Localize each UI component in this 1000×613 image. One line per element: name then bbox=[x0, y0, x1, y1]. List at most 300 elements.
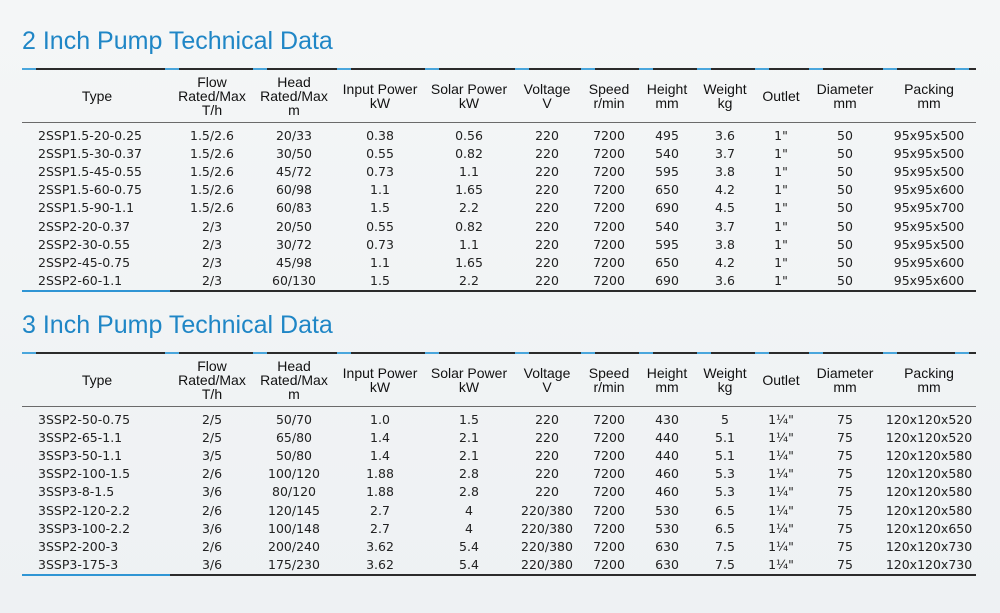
table-cell: 690 bbox=[655, 273, 679, 289]
table-cell: 50/80 bbox=[275, 447, 313, 463]
table-cell: 50 bbox=[837, 218, 853, 234]
table-cell: 6.5 bbox=[715, 520, 735, 536]
table-cell: 2/5 bbox=[201, 411, 223, 427]
table-cell: 95x95x700 bbox=[893, 200, 965, 216]
table-cell: 7200 bbox=[593, 218, 625, 234]
table-cell: 495 bbox=[655, 127, 679, 143]
table-cell: 7200 bbox=[593, 484, 625, 500]
rule-tick bbox=[337, 352, 351, 354]
table-cell: 100/148 bbox=[268, 520, 320, 536]
column-header bbox=[22, 354, 172, 407]
table-cell: 30/50 bbox=[275, 145, 313, 161]
column-header bbox=[882, 354, 976, 407]
table-cell: 5.1 bbox=[715, 429, 735, 445]
table-cell: 1" bbox=[774, 163, 788, 179]
rule-tick bbox=[639, 352, 653, 354]
table-cell: 220 bbox=[535, 273, 559, 289]
table-cell: 1" bbox=[774, 273, 788, 289]
column-header-line: r/min bbox=[593, 95, 625, 111]
table-cell: 3.6 bbox=[715, 273, 735, 289]
table-cell: 7200 bbox=[593, 200, 625, 216]
table-cell: 540 bbox=[655, 218, 679, 234]
table-cell: 0.55 bbox=[366, 145, 394, 161]
column-header-line: Solar Power bbox=[430, 365, 508, 381]
table-cell: 0.82 bbox=[455, 145, 483, 161]
table-cell: 75 bbox=[837, 411, 853, 427]
table-cell: 220 bbox=[535, 182, 559, 198]
column-header-line: Outlet bbox=[762, 88, 800, 104]
table-body bbox=[22, 407, 976, 574]
table-cell: 1.4 bbox=[370, 429, 390, 445]
column-header-line: Input Power bbox=[342, 81, 418, 97]
table-cell: 20/33 bbox=[275, 127, 313, 143]
rule-tick bbox=[639, 68, 653, 70]
table-cell: 220 bbox=[535, 127, 559, 143]
table-cell: 220/380 bbox=[521, 538, 573, 554]
table-cell: 2/3 bbox=[201, 218, 223, 234]
table-cell: 7200 bbox=[593, 466, 625, 482]
rule-tick bbox=[165, 68, 179, 70]
table-cell: 5.1 bbox=[715, 447, 735, 463]
table-cell: 7200 bbox=[593, 236, 625, 252]
table-cell: 1" bbox=[774, 236, 788, 252]
table-row bbox=[22, 465, 976, 483]
column-header-line: mm bbox=[917, 95, 941, 111]
column-header-line: mm bbox=[917, 379, 941, 395]
column-header bbox=[696, 70, 754, 123]
table-cell: 1.5 bbox=[370, 273, 390, 289]
table-cell: 80/120 bbox=[272, 484, 316, 500]
table-cell: 75 bbox=[837, 538, 853, 554]
table-cell: 50 bbox=[837, 163, 853, 179]
table-cell: 220/380 bbox=[521, 557, 573, 573]
column-header-line: T/h bbox=[201, 386, 223, 402]
table-cell: 1.5/2.6 bbox=[190, 145, 234, 161]
table-cell: 2.1 bbox=[459, 447, 479, 463]
table-cell: 1.0 bbox=[370, 411, 390, 427]
table-cell: 4.2 bbox=[715, 254, 735, 270]
column-header-line: mm bbox=[833, 95, 857, 111]
table-cell: 30/72 bbox=[275, 236, 313, 252]
table-row bbox=[22, 537, 976, 555]
table-cell: 95x95x500 bbox=[893, 127, 965, 143]
column-header-line: Flow bbox=[197, 358, 227, 374]
column-header bbox=[754, 70, 808, 123]
table-cell: 2SSP2-45-0.75 bbox=[38, 254, 131, 270]
rule-tick bbox=[425, 352, 439, 354]
table-cell: 220 bbox=[535, 466, 559, 482]
table-row bbox=[22, 407, 976, 429]
table-cell: 7200 bbox=[593, 254, 625, 270]
rule-tick bbox=[755, 352, 769, 354]
table-cell: 3.8 bbox=[715, 163, 735, 179]
table-cell: 1.88 bbox=[366, 484, 394, 500]
table-cell: 95x95x500 bbox=[893, 163, 965, 179]
column-header-line: mm bbox=[655, 95, 679, 111]
column-header-line: Head bbox=[277, 74, 311, 90]
table-cell: 7200 bbox=[593, 182, 625, 198]
table-cell: 3SSP3-175-3 bbox=[38, 557, 119, 573]
table-row bbox=[22, 123, 976, 145]
table-cell: 1.65 bbox=[455, 254, 483, 270]
table-cell: 2SSP2-20-0.37 bbox=[38, 218, 131, 234]
table-cell: 220 bbox=[535, 218, 559, 234]
table-cell: 95x95x500 bbox=[893, 236, 965, 252]
table-cell: 595 bbox=[655, 236, 679, 252]
table-cell: 2.1 bbox=[459, 429, 479, 445]
table-row bbox=[22, 199, 976, 217]
table-cell: 120x120x580 bbox=[885, 466, 973, 482]
table-cell: 7.5 bbox=[715, 538, 735, 554]
header-row bbox=[22, 70, 976, 123]
table-cell: 50 bbox=[837, 273, 853, 289]
table-cell: 2.7 bbox=[370, 520, 390, 536]
column-header bbox=[22, 70, 172, 123]
column-header-line: Flow bbox=[197, 74, 227, 90]
table-cell: 7200 bbox=[593, 429, 625, 445]
table-row bbox=[22, 428, 976, 446]
table-cell: 1" bbox=[774, 218, 788, 234]
column-header bbox=[252, 354, 336, 407]
rule-tick bbox=[22, 352, 36, 354]
table-cell: 20/50 bbox=[275, 218, 313, 234]
column-header-line: Input Power bbox=[342, 365, 418, 381]
column-header-line: Diameter bbox=[816, 81, 874, 97]
column-header bbox=[882, 70, 976, 123]
column-header bbox=[580, 354, 638, 407]
rule-tick bbox=[755, 68, 769, 70]
table-cell: 120/145 bbox=[268, 502, 320, 518]
table-cell: 4.2 bbox=[715, 182, 735, 198]
table-cell: 220 bbox=[535, 484, 559, 500]
table-row bbox=[22, 446, 976, 464]
table-cell: 1" bbox=[774, 200, 788, 216]
column-header bbox=[336, 70, 424, 123]
three-inch-title: 3 Inch Pump Technical Data bbox=[22, 311, 333, 339]
table-cell: 75 bbox=[837, 429, 853, 445]
table-cell: 0.38 bbox=[366, 127, 394, 143]
table-cell: 120x120x580 bbox=[885, 484, 973, 500]
column-header-line: Packing bbox=[904, 81, 954, 97]
column-header-line: mm bbox=[833, 379, 857, 395]
table-cell: 1¼" bbox=[768, 538, 794, 554]
table-cell: 7200 bbox=[593, 520, 625, 536]
table-cell: 595 bbox=[655, 163, 679, 179]
column-header-line: Type bbox=[81, 88, 113, 104]
table-cell: 440 bbox=[655, 447, 679, 463]
table-cell: 1¼" bbox=[768, 447, 794, 463]
column-header-line: Height bbox=[646, 81, 688, 97]
table-cell: 0.73 bbox=[366, 163, 394, 179]
table-cell: 50/70 bbox=[275, 411, 313, 427]
table-cell: 3SSP3-100-2.2 bbox=[38, 520, 131, 536]
table-cell: 1" bbox=[774, 254, 788, 270]
column-header-line: V bbox=[542, 379, 552, 395]
table-cell: 220 bbox=[535, 200, 559, 216]
column-header bbox=[808, 70, 882, 123]
two-inch-section bbox=[22, 24, 976, 292]
column-header-line: mm bbox=[655, 379, 679, 395]
table-cell: 95x95x500 bbox=[893, 145, 965, 161]
table-cell: 95x95x500 bbox=[893, 218, 965, 234]
accent-bar bbox=[22, 290, 170, 292]
bottom-rule bbox=[22, 574, 976, 576]
table-cell: 7200 bbox=[593, 145, 625, 161]
table-cell: 75 bbox=[837, 557, 853, 573]
column-header bbox=[580, 70, 638, 123]
table-cell: 1" bbox=[774, 127, 788, 143]
table-cell: 1.65 bbox=[455, 182, 483, 198]
table-cell: 0.73 bbox=[366, 236, 394, 252]
table-cell: 1¼" bbox=[768, 429, 794, 445]
table-cell: 120x120x730 bbox=[885, 557, 973, 573]
table-cell: 6.5 bbox=[715, 502, 735, 518]
table-cell: 95x95x600 bbox=[893, 254, 965, 270]
column-header-line: Packing bbox=[904, 365, 954, 381]
table-cell: 2/3 bbox=[201, 273, 223, 289]
table-cell: 1¼" bbox=[768, 484, 794, 500]
rule-tick bbox=[253, 68, 267, 70]
table-cell: 3/5 bbox=[201, 447, 223, 463]
rule-tick bbox=[165, 352, 179, 354]
table-cell: 3.62 bbox=[366, 538, 394, 554]
table-cell: 1.1 bbox=[459, 163, 479, 179]
table-cell: 220 bbox=[535, 429, 559, 445]
table-cell: 4 bbox=[465, 520, 473, 536]
table-cell: 7200 bbox=[593, 163, 625, 179]
column-header bbox=[696, 354, 754, 407]
table-row bbox=[22, 253, 976, 271]
table-cell: 690 bbox=[655, 200, 679, 216]
table-cell: 1.5/2.6 bbox=[190, 163, 234, 179]
table-cell: 2SSP1.5-20-0.25 bbox=[38, 127, 142, 143]
table-cell: 7.5 bbox=[715, 557, 735, 573]
table-cell: 220 bbox=[535, 447, 559, 463]
table-cell: 630 bbox=[655, 557, 679, 573]
three-inch-table bbox=[22, 354, 976, 574]
rule-tick bbox=[337, 68, 351, 70]
table-cell: 120x120x580 bbox=[885, 447, 973, 463]
table-body bbox=[22, 123, 976, 290]
column-header-line: m bbox=[288, 102, 300, 118]
rule-tick bbox=[253, 352, 267, 354]
table-cell: 75 bbox=[837, 447, 853, 463]
table-cell: 4 bbox=[465, 502, 473, 518]
top-rule bbox=[22, 68, 976, 70]
column-header-line: r/min bbox=[593, 379, 625, 395]
column-header bbox=[424, 354, 514, 407]
table-cell: 220 bbox=[535, 236, 559, 252]
rule-tick bbox=[955, 68, 969, 70]
table-cell: 120x120x650 bbox=[885, 520, 973, 536]
table-cell: 65/80 bbox=[275, 429, 313, 445]
table-cell: 2SSP2-60-1.1 bbox=[38, 273, 123, 289]
column-header-line: Type bbox=[81, 372, 113, 388]
table-cell: 1" bbox=[774, 145, 788, 161]
table-cell: 2.2 bbox=[459, 200, 479, 216]
column-header bbox=[514, 354, 580, 407]
table-cell: 7200 bbox=[593, 411, 625, 427]
table-cell: 220/380 bbox=[521, 520, 573, 536]
table-cell: 3SSP2-200-3 bbox=[38, 538, 119, 554]
table-cell: 2.8 bbox=[459, 484, 479, 500]
table-cell: 650 bbox=[655, 182, 679, 198]
rule-tick bbox=[697, 68, 711, 70]
table-cell: 3SSP2-100-1.5 bbox=[38, 466, 131, 482]
table-cell: 50 bbox=[837, 236, 853, 252]
table-row bbox=[22, 272, 976, 290]
table-cell: 2.2 bbox=[459, 273, 479, 289]
top-rule bbox=[22, 352, 976, 354]
table-cell: 2.8 bbox=[459, 466, 479, 482]
table-cell: 45/72 bbox=[275, 163, 313, 179]
table-cell: 3.6 bbox=[715, 127, 735, 143]
table-cell: 100/120 bbox=[268, 466, 320, 482]
table-cell: 2SSP2-30-0.55 bbox=[38, 236, 131, 252]
table-cell: 3SSP2-120-2.2 bbox=[38, 502, 131, 518]
table-cell: 0.55 bbox=[366, 218, 394, 234]
table-cell: 95x95x600 bbox=[893, 182, 965, 198]
table-row bbox=[22, 217, 976, 235]
table-cell: 4.5 bbox=[715, 200, 735, 216]
table-cell: 2SSP1.5-30-0.37 bbox=[38, 145, 142, 161]
table-cell: 650 bbox=[655, 254, 679, 270]
three-inch-section bbox=[22, 308, 976, 576]
table-cell: 75 bbox=[837, 484, 853, 500]
table-cell: 2.7 bbox=[370, 502, 390, 518]
table-cell: 3SSP3-8-1.5 bbox=[38, 484, 115, 500]
rule-tick bbox=[697, 352, 711, 354]
table-cell: 3.62 bbox=[366, 557, 394, 573]
column-header-line: kW bbox=[458, 95, 480, 111]
column-header-line: Speed bbox=[588, 365, 630, 381]
rule-tick bbox=[22, 68, 36, 70]
table-cell: 120x120x520 bbox=[885, 429, 973, 445]
table-cell: 1.4 bbox=[370, 447, 390, 463]
table-cell: 2/3 bbox=[201, 236, 223, 252]
table-cell: 5.3 bbox=[715, 484, 735, 500]
table-cell: 1.1 bbox=[370, 254, 390, 270]
table-cell: 2SSP1.5-90-1.1 bbox=[38, 200, 135, 216]
table-cell: 1.5/2.6 bbox=[190, 182, 234, 198]
rule-tick bbox=[581, 352, 595, 354]
column-header bbox=[754, 354, 808, 407]
table-row bbox=[22, 556, 976, 574]
column-header bbox=[808, 354, 882, 407]
column-header-line: Speed bbox=[588, 81, 630, 97]
table-cell: 1.5 bbox=[459, 411, 479, 427]
table-cell: 3/6 bbox=[201, 557, 223, 573]
table-cell: 75 bbox=[837, 466, 853, 482]
column-header-line: Rated/Max bbox=[178, 372, 246, 388]
column-header-line: Solar Power bbox=[430, 81, 508, 97]
column-header-line: Voltage bbox=[523, 81, 571, 97]
table-row bbox=[22, 235, 976, 253]
rule-tick bbox=[515, 68, 529, 70]
table-row bbox=[22, 483, 976, 501]
table-cell: 1.88 bbox=[366, 466, 394, 482]
table-row bbox=[22, 144, 976, 162]
table-cell: 0.56 bbox=[455, 127, 483, 143]
table-cell: 1.1 bbox=[370, 182, 390, 198]
table-cell: 7200 bbox=[593, 127, 625, 143]
table-cell: 5.3 bbox=[715, 466, 735, 482]
table-cell: 220 bbox=[535, 411, 559, 427]
table-cell: 60/83 bbox=[275, 200, 313, 216]
table-row bbox=[22, 501, 976, 519]
table-cell: 175/230 bbox=[268, 557, 320, 573]
table-cell: 50 bbox=[837, 200, 853, 216]
column-header-line: kg bbox=[717, 379, 733, 395]
table-cell: 50 bbox=[837, 145, 853, 161]
table-cell: 220 bbox=[535, 254, 559, 270]
table-cell: 630 bbox=[655, 538, 679, 554]
column-header-line: kW bbox=[369, 379, 391, 395]
table-cell: 2/6 bbox=[201, 466, 223, 482]
rule-tick bbox=[809, 68, 823, 70]
table-cell: 7200 bbox=[593, 273, 625, 289]
table-cell: 530 bbox=[655, 502, 679, 518]
table-cell: 1.5/2.6 bbox=[190, 127, 234, 143]
column-header-line: Rated/Max bbox=[260, 372, 328, 388]
column-header-line: kW bbox=[458, 379, 480, 395]
table-cell: 50 bbox=[837, 127, 853, 143]
table-cell: 2/6 bbox=[201, 502, 223, 518]
column-header-line: Rated/Max bbox=[260, 88, 328, 104]
rule-tick bbox=[581, 68, 595, 70]
table-cell: 530 bbox=[655, 520, 679, 536]
table-cell: 2SSP1.5-45-0.55 bbox=[38, 163, 142, 179]
table-cell: 5.4 bbox=[459, 538, 479, 554]
bottom-rule bbox=[22, 290, 976, 292]
table-cell: 2SSP1.5-60-0.75 bbox=[38, 182, 142, 198]
table-cell: 540 bbox=[655, 145, 679, 161]
table-cell: 200/240 bbox=[268, 538, 320, 554]
column-header-line: Head bbox=[277, 358, 311, 374]
table-cell: 50 bbox=[837, 182, 853, 198]
table-cell: 2/6 bbox=[201, 538, 223, 554]
table-cell: 3.8 bbox=[715, 236, 735, 252]
table-cell: 7200 bbox=[593, 538, 625, 554]
column-header-line: V bbox=[542, 95, 552, 111]
table-cell: 3.7 bbox=[715, 218, 735, 234]
column-header-line: Voltage bbox=[523, 365, 571, 381]
table-cell: 220/380 bbox=[521, 502, 573, 518]
rule-tick bbox=[883, 68, 897, 70]
column-header bbox=[172, 354, 252, 407]
table-cell: 45/98 bbox=[275, 254, 313, 270]
column-header-line: Diameter bbox=[816, 365, 874, 381]
rule-tick bbox=[515, 352, 529, 354]
column-header-line: kW bbox=[369, 95, 391, 111]
column-header-line: Outlet bbox=[762, 372, 800, 388]
rule-tick bbox=[425, 68, 439, 70]
table-cell: 1.5 bbox=[370, 200, 390, 216]
table-cell: 220 bbox=[535, 145, 559, 161]
column-header bbox=[252, 70, 336, 123]
column-header bbox=[336, 354, 424, 407]
table-cell: 60/130 bbox=[272, 273, 316, 289]
table-row bbox=[22, 181, 976, 199]
table-cell: 220 bbox=[535, 163, 559, 179]
column-header bbox=[638, 70, 696, 123]
rule-tick bbox=[883, 352, 897, 354]
rule-tick bbox=[955, 352, 969, 354]
table-cell: 75 bbox=[837, 502, 853, 518]
column-header-line: Weight bbox=[703, 81, 747, 97]
table-cell: 2/3 bbox=[201, 254, 223, 270]
table-cell: 3SSP2-50-0.75 bbox=[38, 411, 131, 427]
